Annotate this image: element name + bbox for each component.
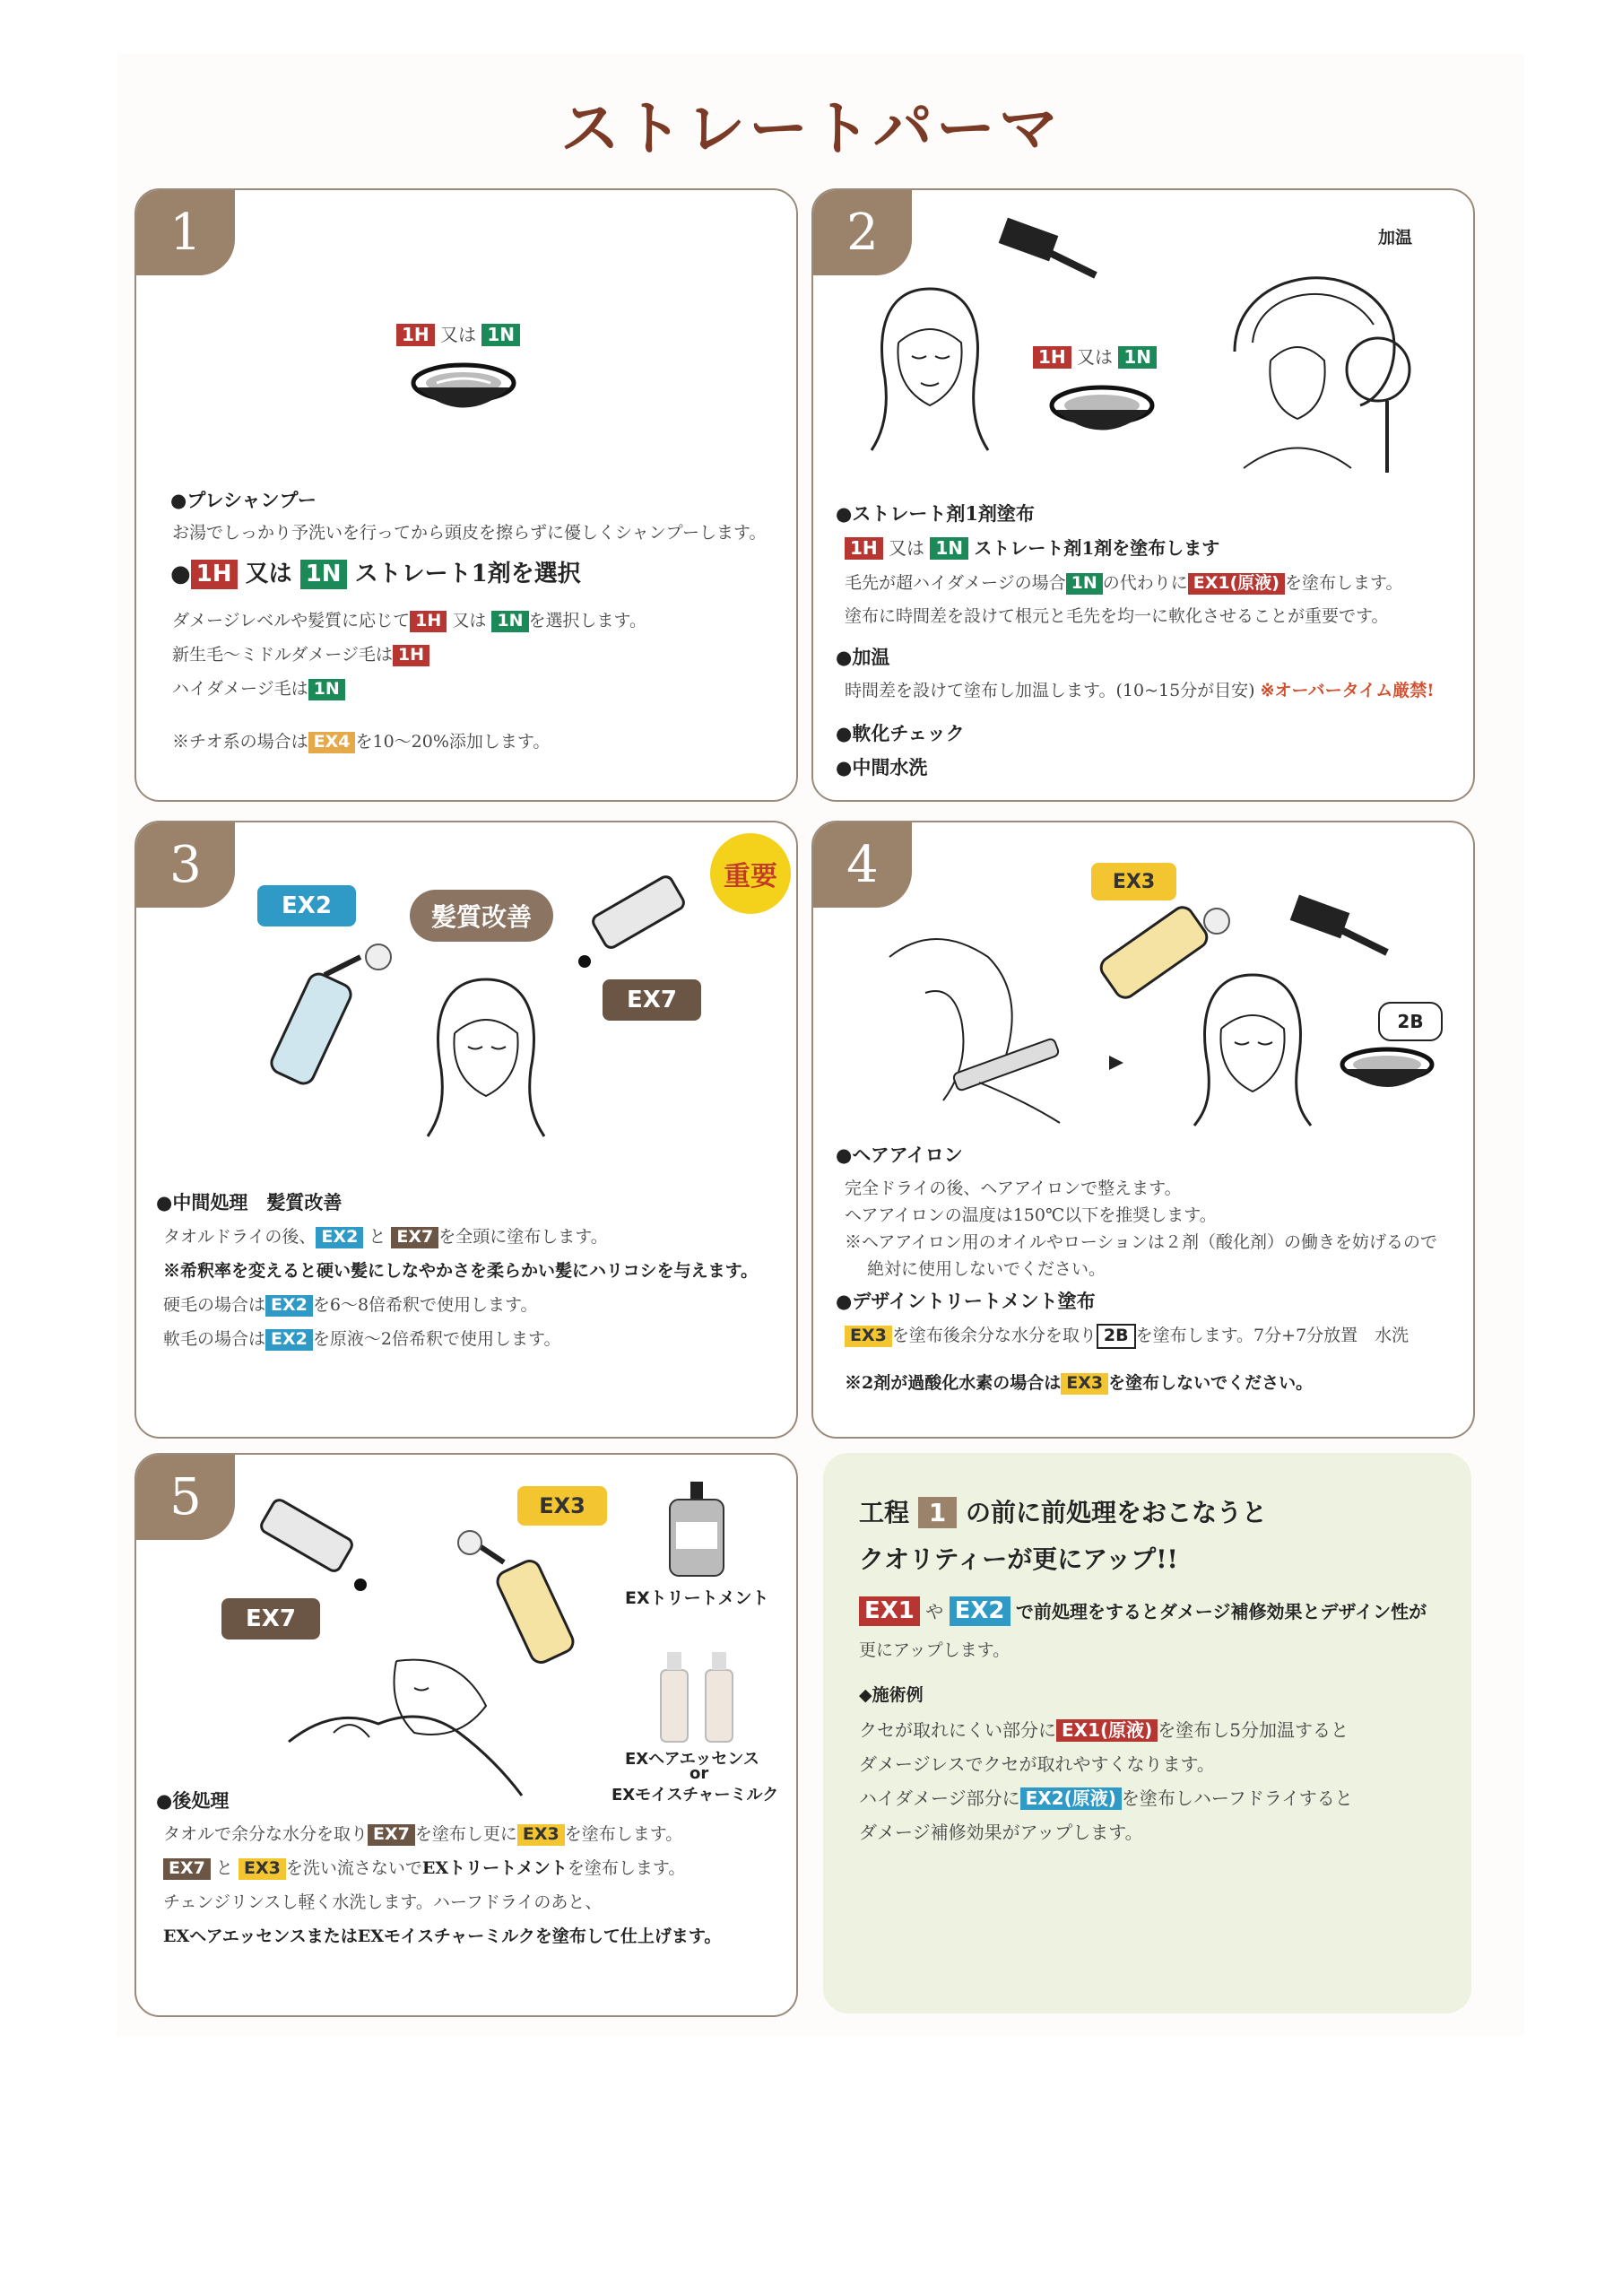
ex3-label: EX3 (517, 1486, 607, 1526)
ex3-label: EX3 (1091, 863, 1176, 900)
tip-heading-2: クオリティーが更にアップ!! (859, 1544, 1178, 1574)
step-number: 5 (136, 1455, 235, 1540)
step-5-panel (134, 1453, 798, 2017)
bowl-icon (1048, 383, 1156, 446)
example-text-1: クセが取れにくい部分に EX1(原液) を塗布し5分加温すると (859, 1719, 1349, 1741)
important-badge: 重要 (710, 833, 791, 914)
towel-dry-text: タオルドライの後、 EX2 と EX7 を全頭に塗布します。 (163, 1227, 608, 1247)
ex2-label: EX2 (257, 885, 356, 926)
step-number: 3 (136, 822, 235, 908)
essence-label-or: or (690, 1764, 709, 1783)
step-3-panel (134, 821, 798, 1439)
tip-heading-1: 工程 1 の前に前処理をおこなうと (859, 1498, 1268, 1527)
high-damage-text: ハイダメージ毛は 1N (172, 675, 345, 700)
heat-text: 時間差を設けて塗布し加温します。(10~15分が目安) ※オーバータイム厳禁! (845, 681, 1435, 700)
bowl-label: 1H 又は 1N (396, 320, 520, 346)
heat-heading: ●加温 (836, 646, 890, 668)
hard-hair-text: 硬毛の場合は EX2 を6～8倍希釈で使用します。 (163, 1295, 538, 1315)
ex7-tube-icon (253, 1500, 378, 1598)
iron-text-2: ヘアアイロンの温度は150℃以下を推奨します。 (845, 1205, 1217, 1225)
bowl-icon (1338, 1047, 1436, 1100)
essence-bottles-icon (656, 1652, 746, 1742)
step-2-panel (811, 188, 1475, 802)
comb-icon (1002, 226, 1100, 289)
post-treatment-text-3: チェンジリンスし軽く水洗します。ハーフドライのあと、 (163, 1892, 603, 1912)
apply-text: 1H 又は 1N ストレート剤1剤を塗布します (845, 534, 1219, 560)
step-number: 1 (136, 190, 235, 275)
hair-improve-label: 髪質改善 (410, 890, 553, 942)
post-treatment-text-1: タオルで余分な水分を取り EX7 を塗布し更に EX3 を塗布します。 (163, 1824, 683, 1844)
tip-text-2: 更にアップします。 (859, 1640, 1010, 1660)
woman-face-icon (1190, 966, 1315, 1127)
woman-face-icon (867, 280, 993, 459)
mid-rinse-heading: ●中間水洗 (836, 756, 928, 778)
step-number: 2 (813, 190, 912, 275)
iron-note-2: 絶対に使用しないでください。 (867, 1259, 1106, 1279)
woman-face-icon (423, 970, 549, 1141)
page-title: ストレートパーマ (560, 93, 1062, 163)
bowl-label: 1H 又は 1N (1033, 343, 1157, 369)
step-1-panel (134, 188, 798, 802)
example-text-4: ダメージ補修効果がアップします。 (859, 1822, 1143, 1843)
post-treatment-text-2: EX7 と EX3 を洗い流さないでEXトリートメントを塗布します。 (163, 1855, 685, 1880)
essence-label-2: EXモイスチャーミルク (612, 1786, 779, 1805)
example-heading: ◆施術例 (859, 1685, 924, 1705)
iron-text-1: 完全ドライの後、ヘアアイロンで整えます。 (845, 1178, 1182, 1198)
peroxide-note: ※2剤が過酸化水素の場合は EX3 を塗布しないでください。 (845, 1373, 1314, 1393)
hair-iron-illustration (872, 921, 1078, 1127)
arrow-icon (1109, 1054, 1127, 1072)
dilution-note: ※希釈率を変えると硬い髪にしなやかさを柔らかい髪にハリコシを与えます。 (163, 1261, 759, 1281)
post-treatment-text-4: EXヘアエッセンスまたはEXモイスチャーミルクを塗布して仕上げます。 (163, 1926, 722, 1946)
ex7-tube-icon (567, 876, 692, 975)
design-treatment-text: EX3 を塗布後余分な水分を取り 2B を塗布します。7分+7分放置 水洗 (845, 1322, 1409, 1349)
high-damage-text: 毛先が超ハイダメージの場合 1N の代わりに EX1(原液) を塗布します。 (845, 573, 1403, 593)
tip-panel (823, 1453, 1471, 2013)
select-text: ダメージレベルや髪質に応じて 1H 又は 1N を選択します。 (172, 611, 646, 631)
step-4-panel (811, 821, 1475, 1439)
preshampoo-heading: ●プレシャンプー (170, 489, 317, 511)
tip-text-1: EX1 や EX2 で前処理をするとダメージ補修効果とデザイン性が (859, 1596, 1427, 1626)
iron-note-1: ※ヘアアイロン用のオイルやローションは２剤（酸化剤）の働きを妨げるので (845, 1232, 1438, 1252)
bowl-icon (410, 361, 517, 423)
essence-label-1: EXヘアエッセンス (625, 1750, 759, 1769)
soft-hair-text: 軟毛の場合は EX2 を原液～2倍希釈で使用します。 (163, 1329, 561, 1349)
heat-label: 加温 (1378, 228, 1413, 248)
ex7-label: EX7 (221, 1598, 320, 1639)
mid-treatment-heading: ●中間処理 髪質改善 (156, 1191, 343, 1213)
ex2-bottle-icon (262, 939, 396, 1091)
new-hair-text: 新生毛〜ミドルダメージ毛は 1H (172, 641, 429, 666)
example-text-3: ハイダメージ部分に EX2(原液) を塗布しハーフドライすると (859, 1787, 1353, 1809)
treatment-bottle-icon (665, 1482, 728, 1580)
apply-heading: ●ストレート剤1剤塗布 (836, 502, 1035, 525)
select-heading: ● 1H 又は 1N ストレート1剤を選択 (170, 561, 581, 587)
treatment-label: EXトリートメント (625, 1588, 769, 1608)
comb-icon (1293, 903, 1392, 966)
2b-label: 2B (1378, 1002, 1443, 1041)
example-text-2: ダメージレスでクセが取れやすくなります。 (859, 1753, 1215, 1775)
preshampoo-text: お湯でしっかり予洗いを行ってから頭皮を擦らずに優しくシャンプーします。 (172, 523, 767, 543)
post-treatment-heading: ●後処理 (156, 1789, 230, 1812)
time-diff-text: 塗布に時間差を設けて根元と毛先を均一に軟化させることが重要です。 (845, 606, 1389, 626)
design-treatment-heading: ●デザイントリートメント塗布 (836, 1290, 1096, 1312)
heater-icon (1208, 244, 1423, 477)
shampoo-face-icon (280, 1625, 531, 1805)
thio-note: ※チオ系の場合は EX4 を10〜20%添加します。 (172, 732, 551, 752)
ex7-label: EX7 (603, 979, 701, 1021)
step-number: 4 (813, 822, 912, 908)
iron-heading: ●ヘアアイロン (836, 1144, 963, 1166)
softening-check-heading: ●軟化チェック (836, 722, 965, 744)
